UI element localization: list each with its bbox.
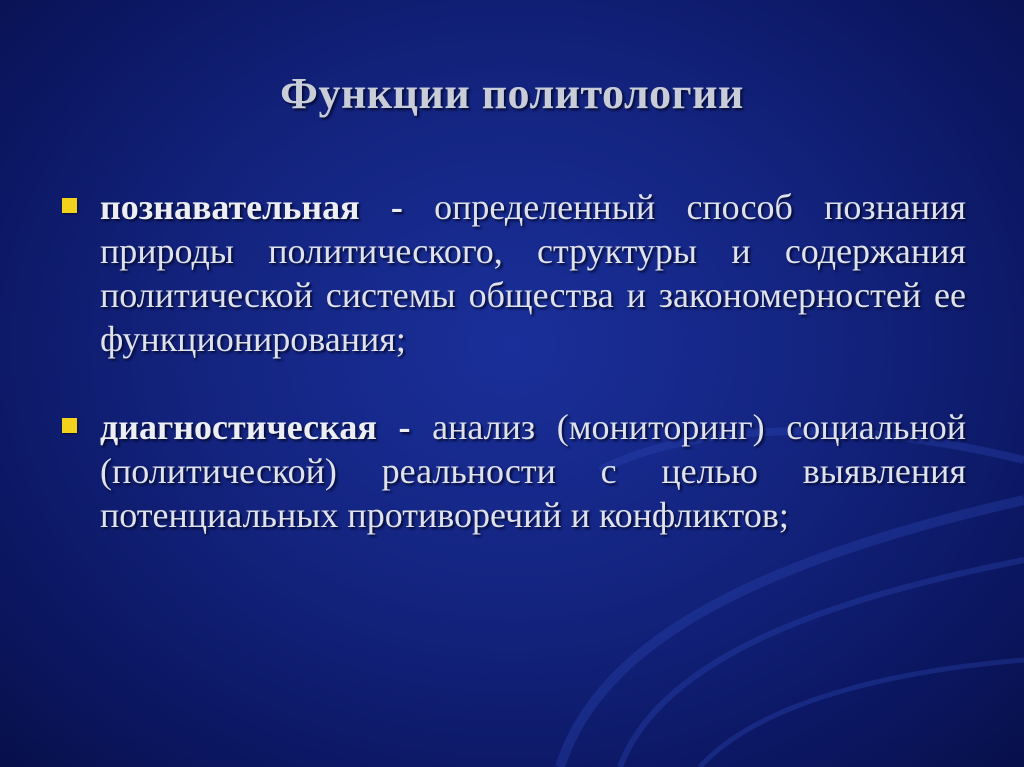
slide-title: Функции политологии (280, 69, 744, 118)
item-term: познавательная (100, 187, 360, 227)
list-item (62, 185, 966, 361)
item-description: определенный способ познания природы политического, структуры и содержания политической системы общества и закономерностей ее функционирования; (100, 187, 966, 359)
bullet-list (62, 185, 966, 537)
square-bullet-icon (62, 418, 77, 433)
square-bullet-icon (62, 198, 77, 213)
list-item (62, 405, 966, 537)
item-description: анализ (мониторинг) социальной (политической) реальности с целью выявления потенциальных противоречий и конфликтов; (100, 407, 966, 535)
item-separator: - (376, 407, 433, 447)
item-separator: - (359, 187, 435, 227)
item-term: диагностическая (100, 407, 377, 447)
